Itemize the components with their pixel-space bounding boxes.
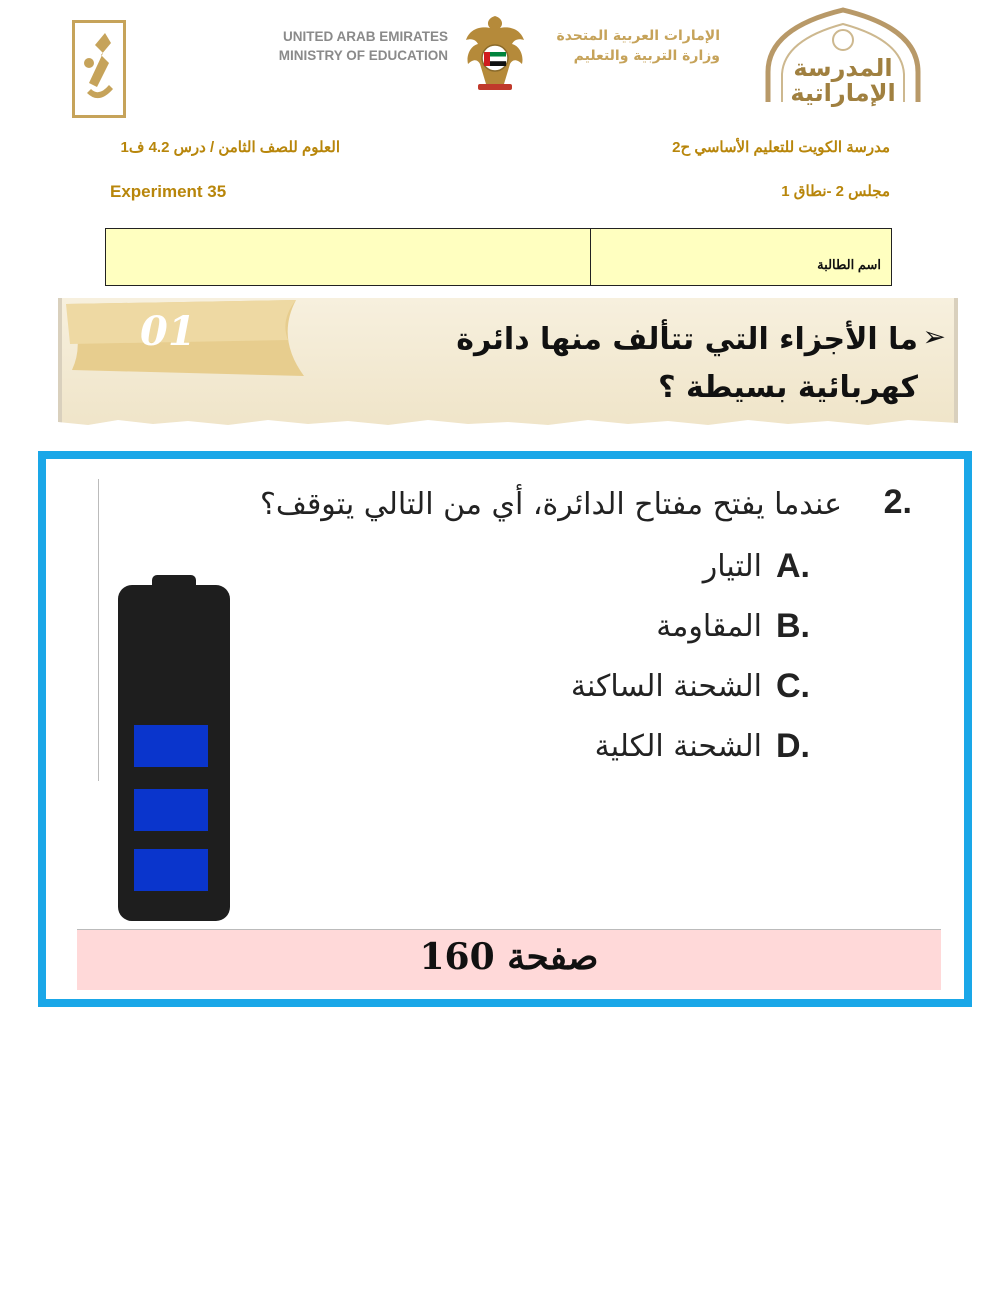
option-letter: C. — [776, 667, 810, 705]
experiment-number: Experiment 35 — [110, 182, 227, 201]
option-text: الشحنة الساكنة — [570, 669, 762, 704]
ministry-ar-line1: الإمارات العربية المتحدة — [556, 28, 720, 44]
school-network-logo — [72, 20, 126, 118]
frame-rule — [98, 479, 99, 781]
option-c[interactable] — [344, 667, 844, 717]
arrow-bullet-icon: ➢ — [922, 320, 946, 353]
emirati-school-logo — [758, 6, 928, 106]
question-number: 2. — [883, 483, 912, 521]
page-reference: صفحة 160 — [419, 936, 599, 978]
option-text: التيار — [702, 549, 762, 584]
ministry-en-line2: MINISTRY OF EDUCATION — [278, 48, 448, 63]
uae-emblem-icon — [462, 12, 528, 92]
question-banner — [58, 298, 958, 430]
battery-charge-bar — [134, 849, 208, 891]
banner-border-right — [954, 298, 958, 430]
page-reference-bar — [77, 929, 941, 990]
option-a[interactable] — [344, 547, 844, 597]
school-logo-line1: المدرسة — [793, 54, 893, 82]
battery-charge-bar — [134, 725, 208, 767]
ministry-name-en — [262, 27, 448, 65]
battery-icon — [118, 575, 230, 921]
option-d[interactable] — [344, 727, 844, 777]
ministry-en-line1: UNITED ARAB EMIRATES — [283, 29, 448, 44]
banner-number: 01 — [140, 308, 196, 355]
student-name-table — [105, 228, 892, 286]
battery-charge-bar — [134, 789, 208, 831]
torn-edge — [58, 416, 958, 430]
council-zone: مجلس 2 -نطاق 1 — [781, 183, 890, 200]
option-text: الشحنة الكلية — [594, 729, 762, 764]
ministry-ar-line2: وزارة التربية والتعليم — [573, 48, 720, 64]
banner-border-left — [58, 298, 62, 430]
banner-question: ما الأجزاء التي تتألف منها دائرة كهربائية بسيطة ؟ — [456, 322, 918, 405]
school-name: مدرسة الكويت للتعليم الأساسي ح2 — [672, 139, 890, 156]
subject-lesson: العلوم للصف الثامن / درس 4.2 ف1 — [120, 139, 340, 156]
question-text: عندما يفتح مفتاح الدائرة، أي من التالي يتوقف؟ — [259, 487, 842, 522]
option-letter: A. — [776, 547, 810, 585]
student-name-label: اسم الطالبة — [817, 257, 881, 272]
ministry-name-ar — [540, 26, 720, 66]
question-frame — [38, 451, 972, 1007]
option-b[interactable] — [344, 607, 844, 657]
logo-mark-icon — [75, 23, 123, 115]
option-text: المقاومة — [656, 609, 762, 644]
option-letter: B. — [776, 607, 810, 645]
table-divider — [590, 229, 591, 285]
option-letter: D. — [776, 727, 810, 765]
school-logo-line2: الإماراتية — [790, 79, 896, 107]
student-name-field[interactable] — [106, 229, 590, 285]
